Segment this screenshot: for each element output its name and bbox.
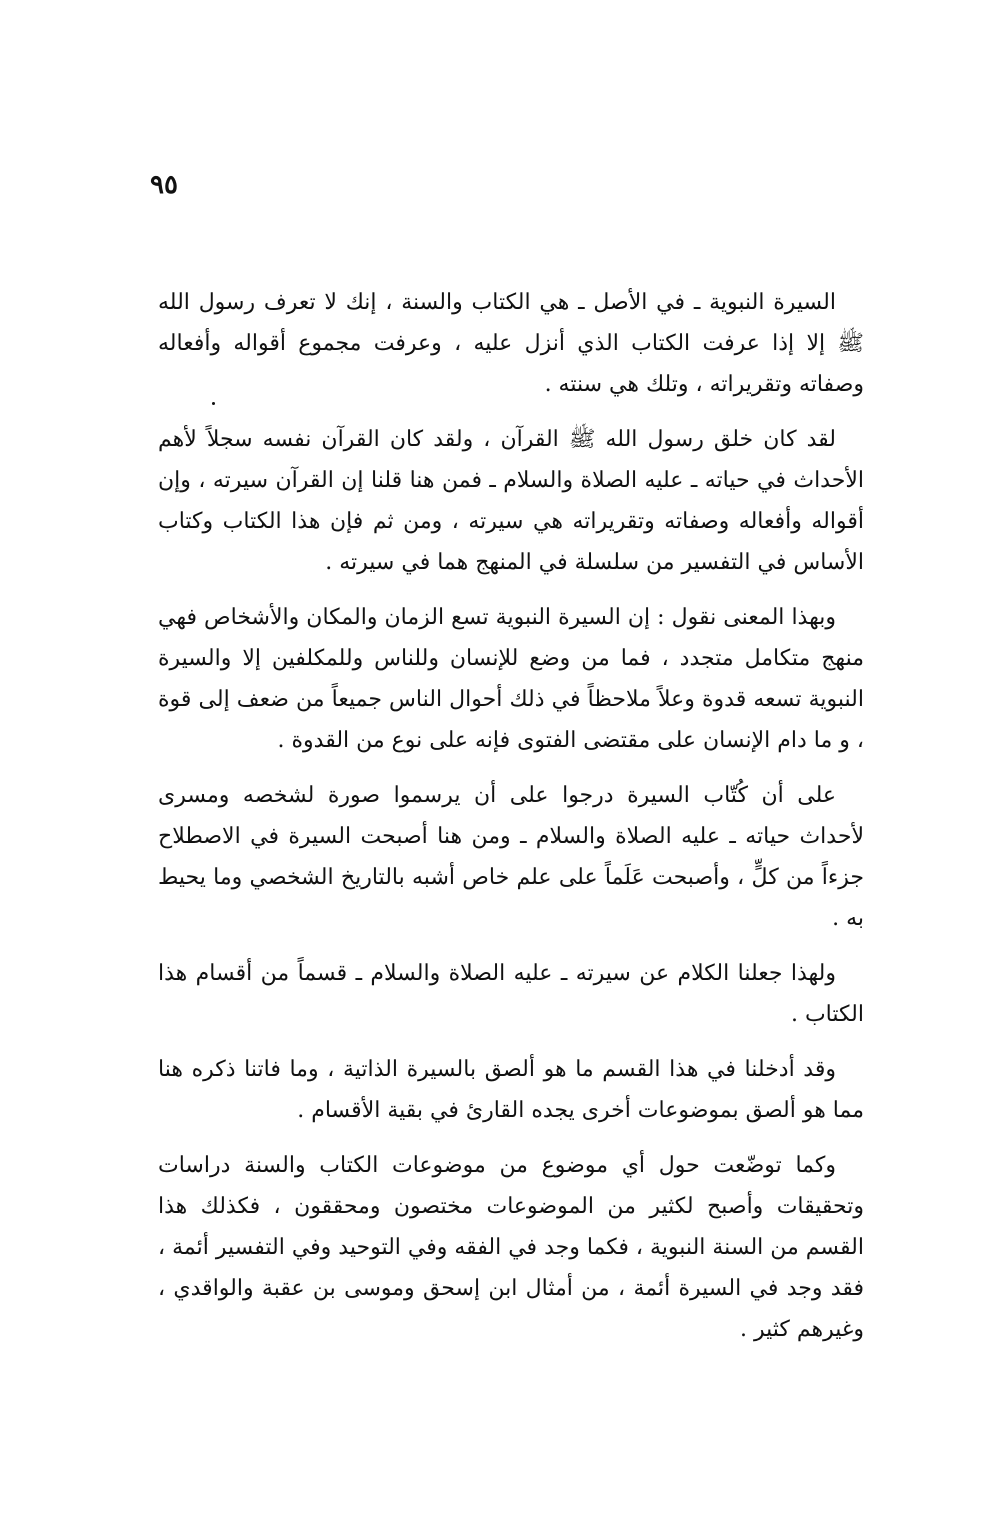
paragraph-4: على أن كُتّاب السيرة درجوا على أن يرسموا صورة لشخصه ومسرى لأحداث حياته ـ عليه الصلاة والسلام ـ ومن هنا أصبحت السيرة في الاصطلاح جزءاً من كلٍّ ، وأصبحت عَلَماً على علم خاص أشبه بالتاريخ الشخصي وما يحيط به . (158, 783, 864, 931)
body-text (158, 282, 864, 1364)
scan-speck (212, 402, 215, 405)
paragraph-6: وقد أدخلنا في هذا القسم ما هو ألصق بالسيرة الذاتية ، وما فاتنا ذكره هنا مما هو ألصق بموضوعات أخرى يجده القارئ في بقية الأقسام . (158, 1057, 864, 1123)
paragraph-5: ولهذا جعلنا الكلام عن سيرته ـ عليه الصلاة والسلام ـ قسماً من أقسام هذا الكتاب . (158, 961, 864, 1027)
paragraph-1: السيرة النبوية ـ في الأصل ـ هي الكتاب والسنة ، إنك لا تعرف رسول الله ﷺ إلا إذا عرفت الكتاب الذي أنزل عليه ، وعرفت مجموع أقواله وأفعاله وصفاته وتقريراته ، وتلك هي سنته . (158, 290, 864, 397)
paragraph-7: وكما توضّعت حول أي موضوع من موضوعات الكتاب والسنة دراسات وتحقيقات وأصبح لكثير من الموضوعات مختصون ومحققون ، فكذلك هذا القسم من السنة النبوية ، فكما وجد في الفقه وفي التوحيد وفي التفسير أئمة ، فقد وجد في السيرة أئمة ، من أمثال ابن إسحق وموسى بن عقبة والواقدي ، وغيرهم كثير . (158, 1153, 864, 1342)
paragraph-2: لقد كان خلق رسول الله ﷺ القرآن ، ولقد كان القرآن نفسه سجلاً لأهم الأحداث في حياته ـ عليه الصلاة والسلام ـ فمن هنا قلنا إن القرآن سيرته ، وإن أقواله وأفعاله وصفاته وتقريراته هي سيرته ، ومن ثم فإن هذا الكتاب وكتاب الأساس في التفسير من سلسلة في المنهج هما في سيرته . (158, 427, 864, 575)
page-number: ٩٥ (150, 170, 178, 200)
paragraph-3: وبهذا المعنى نقول : إن السيرة النبوية تسع الزمان والمكان والأشخاص فهي منهج متكامل متجدد ، فما من وضع للإنسان وللناس وللمكلفين إلا والسيرة النبوية تسعه قدوة وعلاً ملاحظاً في ذلك أحوال الناس جميعاً من ضعف إلى قوة ، و ما دام الإنسان على مقتضى الفتوى فإنه على نوع من القدوة . (158, 605, 864, 753)
